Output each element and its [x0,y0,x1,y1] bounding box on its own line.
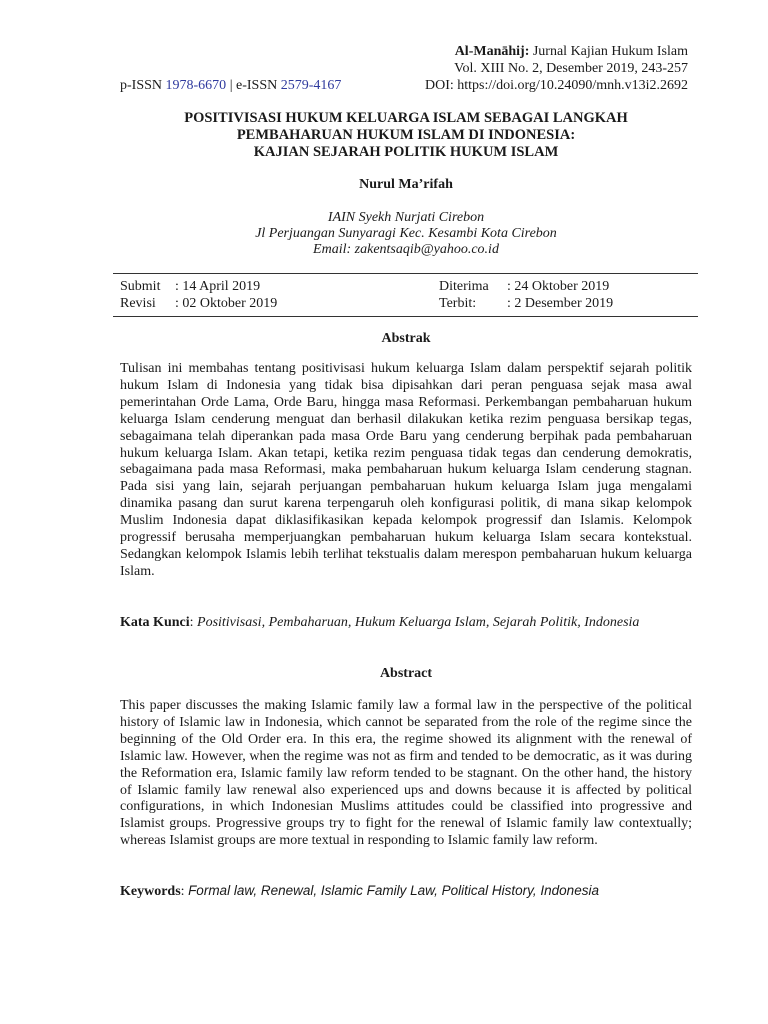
title-line-3: KAJIAN SEJARAH POLITIK HUKUM ISLAM [253,144,559,160]
journal-header [454,43,688,77]
title-line-1: POSITIVISASI HUKUM KELUARGA ISLAM SEBAGAI LANGKAH [184,110,628,126]
author-affiliation [120,210,692,258]
pissn-link[interactable]: 1978-6670 [165,78,227,93]
kata-kunci-values: Positivisasi, Pembaharuan, Hukum Keluarga Islam, Sejarah Politik, Indonesia [197,615,640,630]
revisi-label: Revisi [120,296,156,311]
abstrak-heading: Abstrak [381,331,431,346]
submit-row [120,278,277,295]
doi-link[interactable]: DOI: https://doi.org/10.24090/mnh.v13i2.2692 [424,78,688,93]
revisi-value: : 02 Oktober 2019 [175,296,278,311]
keywords: Keywords: Formal law, Renewal, Islamic Family Law, Political History, Indonesia [120,883,599,899]
eissn-link[interactable]: 2579-4167 [280,78,342,93]
abstract-heading: Abstract [379,666,433,681]
terbit-row [439,295,613,312]
author-name: Nurul Ma’rifah [359,177,453,192]
abstract-body: This paper discusses the making Islamic family law a formal law in the perspective of the political history of Islamic law in Indonesia, which cannot be separated from the role of the regime since the beginning of the Old Order era. In this era, the regime showed its alignment with the renewal of Islamic law. However, when the regime was not as firm and tended to be democratic, as it was during the Reformation era, Islamic family law reform tended to be stagnant. On the other hand, the history of Islamic family law renewal also experienced ups and downs because it is affected by political configurations, in which Indonesian Muslims attitudes could be classified into progressive and Islamist groups. Progressive groups try to fight for the renewal of Islamic family law contextually; whereas Islamist groups are more textual in responding to Islamic family law reform. [120,698,692,849]
pissn-label: p-ISSN [120,78,163,93]
article-title [120,110,692,161]
revisi-row [120,295,277,312]
terbit-label: Terbit: [439,296,477,311]
diterima-label: Diterima [439,279,489,294]
keywords-values: Formal law, Renewal, Islamic Family Law, Political History, Indonesia [188,883,599,898]
kata-kunci-label: Kata Kunci [120,615,190,630]
email[interactable]: Email: zakentsaqib@yahoo.co.id [313,242,499,257]
diterima-value: : 24 Oktober 2019 [507,279,610,294]
kata-kunci: Kata Kunci: Positivisasi, Pembaharuan, Hukum Keluarga Islam, Sejarah Politik, Indonesia [120,615,640,630]
journal-title-line [454,43,688,60]
address: Jl Perjuangan Sunyaragi Kec. Kesambi Kota Cirebon [255,226,557,241]
diterima-row [439,278,613,295]
eissn-label: e-ISSN [236,78,278,93]
submit-value: : 14 April 2019 [175,279,261,294]
submit-label: Submit [120,279,161,294]
dates-left [120,278,277,312]
keywords-label: Keywords [120,884,181,899]
institution: IAIN Syekh Nurjati Cirebon [327,210,485,225]
article-dates [113,273,698,317]
issn-separator: | [229,78,233,93]
issn-line [120,77,341,94]
terbit-value: : 2 Desember 2019 [507,296,614,311]
dates-right [439,278,613,312]
journal-subtitle: Jurnal Kajian Hukum Islam [532,44,688,59]
journal-name: Al-Manāhij: [454,44,530,59]
title-line-2: PEMBAHARUAN HUKUM ISLAM DI INDONESIA: [236,127,576,143]
abstrak-body: Tulisan ini membahas tentang positivisasi hukum keluarga Islam dalam perspektif sejarah politik hukum Islam di Indonesia yang tidak bisa dipisahkan dari peran penguasa sejak masa awal pemerintahan Orde Lama, Orde Baru, hingga masa Reformasi. Perkembangan pembaharuan hukum keluarga Islam cenderung menguat dan berhasil dilakukan ketika rezim penguasa bersikap tegas, sebagaimana telah diperankan pada masa Orde Baru yang cenderung berpihak pada pembaharuan hukum keluarga Islam. Akan tetapi, ketika rezim penguasa tidak tegas dan cenderung demokratis, sebagaimana pada masa Reformasi, maka pembaharuan hukum keluarga Islam cenderung stagnan. Pada sisi yang lain, sejarah perjuangan pembaharuan hukum keluarga Islam juga mengalami dinamika pasang dan surut karena terpengaruh oleh konfigurasi politik, di mana sikap kelompok Muslim Indonesia dapat diklasifikasikan kepada kelompok progressif dan Islamis. Kelompok progressif berusaha memperjuangkan pembaharuan hukum keluarga Islam secara kontekstual. Sedangkan kelompok Islamis lebih terlihat tekstualis dalam merespon pembaharuan hukum keluarga Islam. [120,361,692,579]
journal-volume: Vol. XIII No. 2, Desember 2019, 243-257 [454,61,688,76]
